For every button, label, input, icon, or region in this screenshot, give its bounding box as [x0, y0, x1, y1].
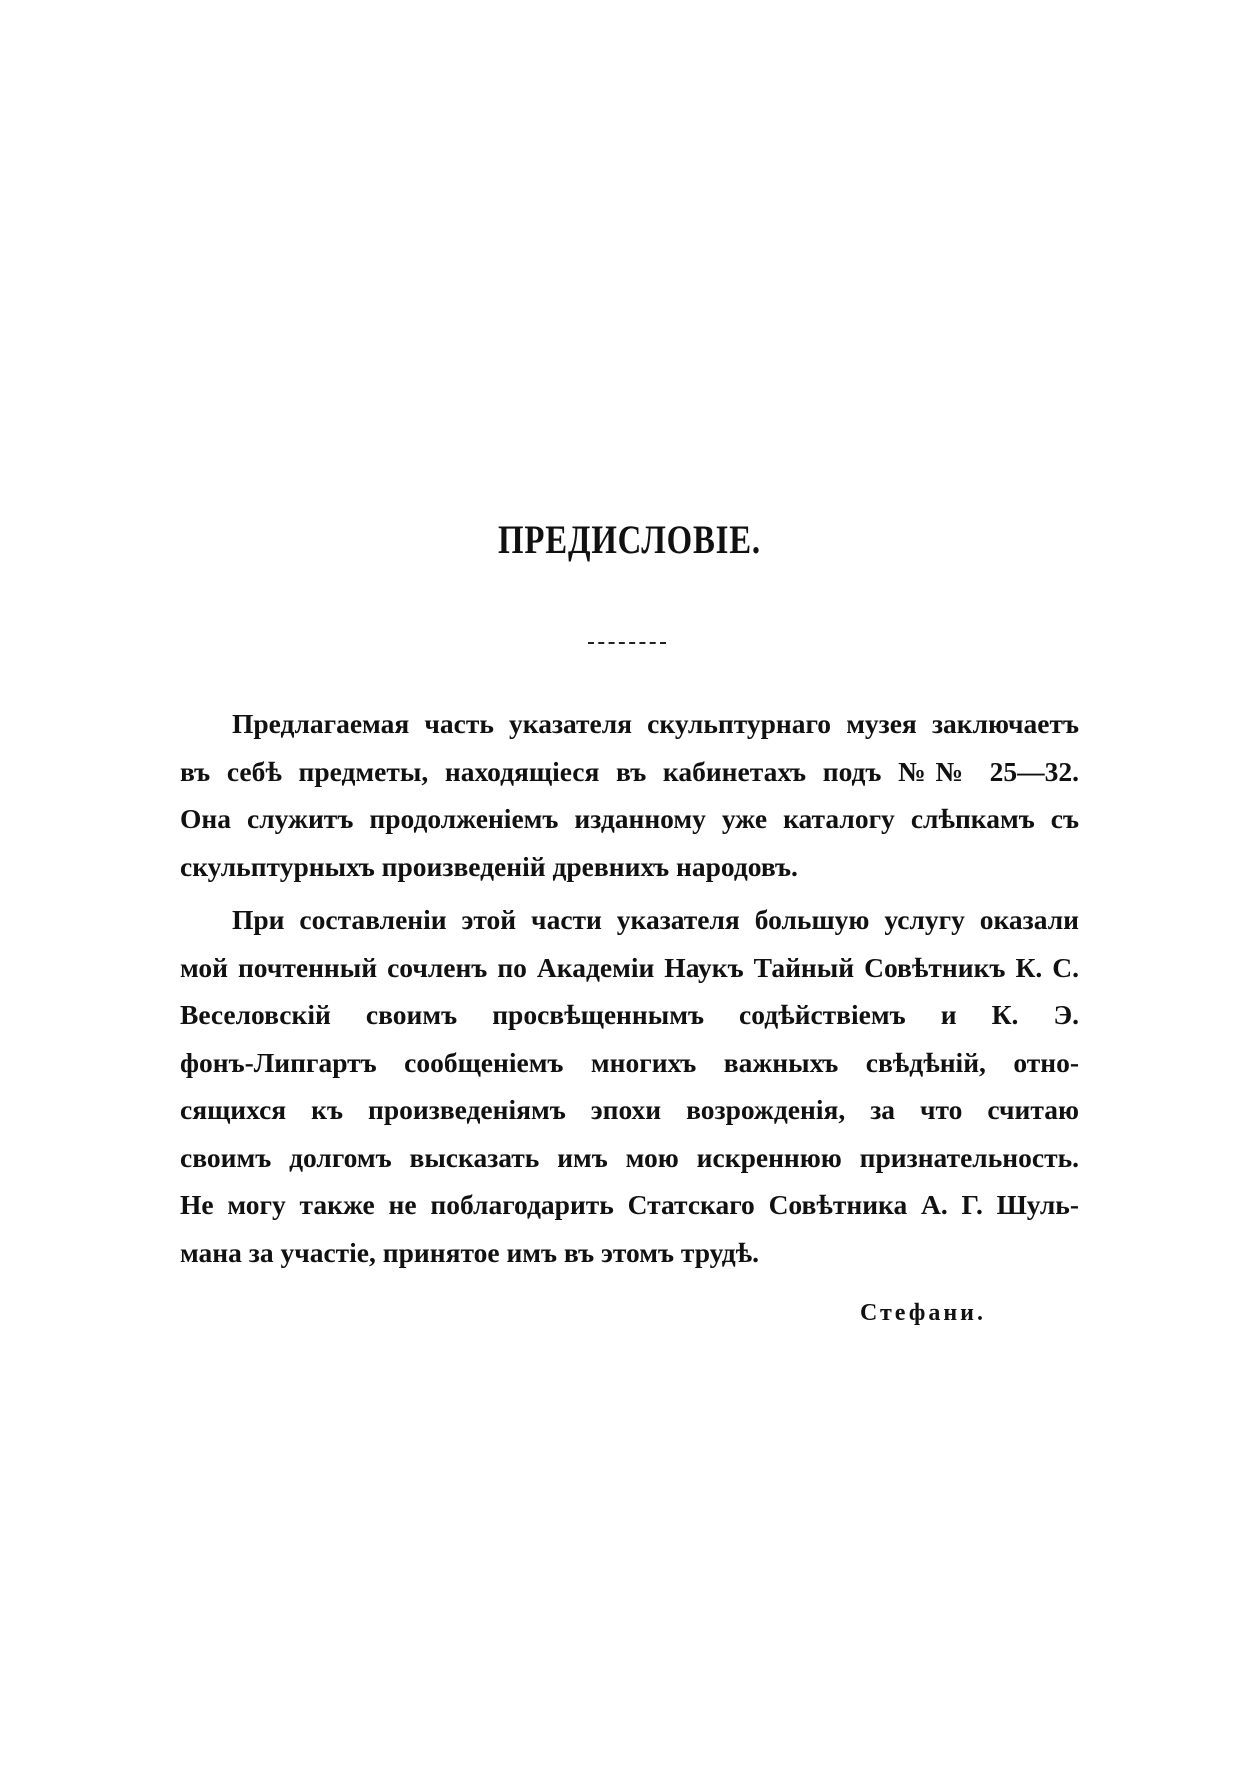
- text-line: своимъ долгомъ высказать имъ мою искреннюю признательность.: [180, 1141, 1079, 1173]
- text-line: фонъ-Липгартъ сообщеніемъ многихъ важныхъ свѣдѣній, отно-: [180, 1046, 1079, 1078]
- text-line: въ себѣ предметы, находящіеся въ кабинетахъ подъ №№ 25—32.: [180, 755, 1079, 787]
- preface-body: [180, 700, 1079, 1282]
- paragraph-2: [180, 896, 1079, 1276]
- text-line: Предлагаемая часть указателя скульптурнаго музея заключаетъ: [232, 708, 1079, 739]
- text-line: При составленіи этой части указателя большую услугу оказали: [232, 904, 1079, 935]
- text-line: Веселовскій своимъ просвѣщеннымъ содѣйствіемъ и К. Э.: [180, 999, 1079, 1030]
- title-divider: [588, 642, 666, 644]
- author-signature: Стефани.: [860, 1300, 987, 1326]
- text-line: сящихся къ произведеніямъ эпохи возрожденія, за что считаю: [180, 1094, 1079, 1125]
- page-title: ПРЕДИСЛОВІЕ.: [498, 517, 761, 562]
- text-line: Не могу также не поблагодарить Статскаго Совѣтника А. Г. Шуль-: [180, 1189, 1079, 1220]
- text-line: скульптурныхъ произведеній древнихъ народовъ.: [180, 850, 798, 882]
- text-line: мой почтенный сочленъ по Академіи Наукъ Тайный Совѣтникъ К. С.: [180, 951, 1079, 983]
- text-line: Она служитъ продолженіемъ изданному уже каталогу слѣпкамъ съ: [180, 803, 1079, 834]
- text-line: мана за участіе, принятое имъ въ этомъ трудѣ.: [180, 1236, 759, 1268]
- paragraph-1: [180, 700, 1079, 890]
